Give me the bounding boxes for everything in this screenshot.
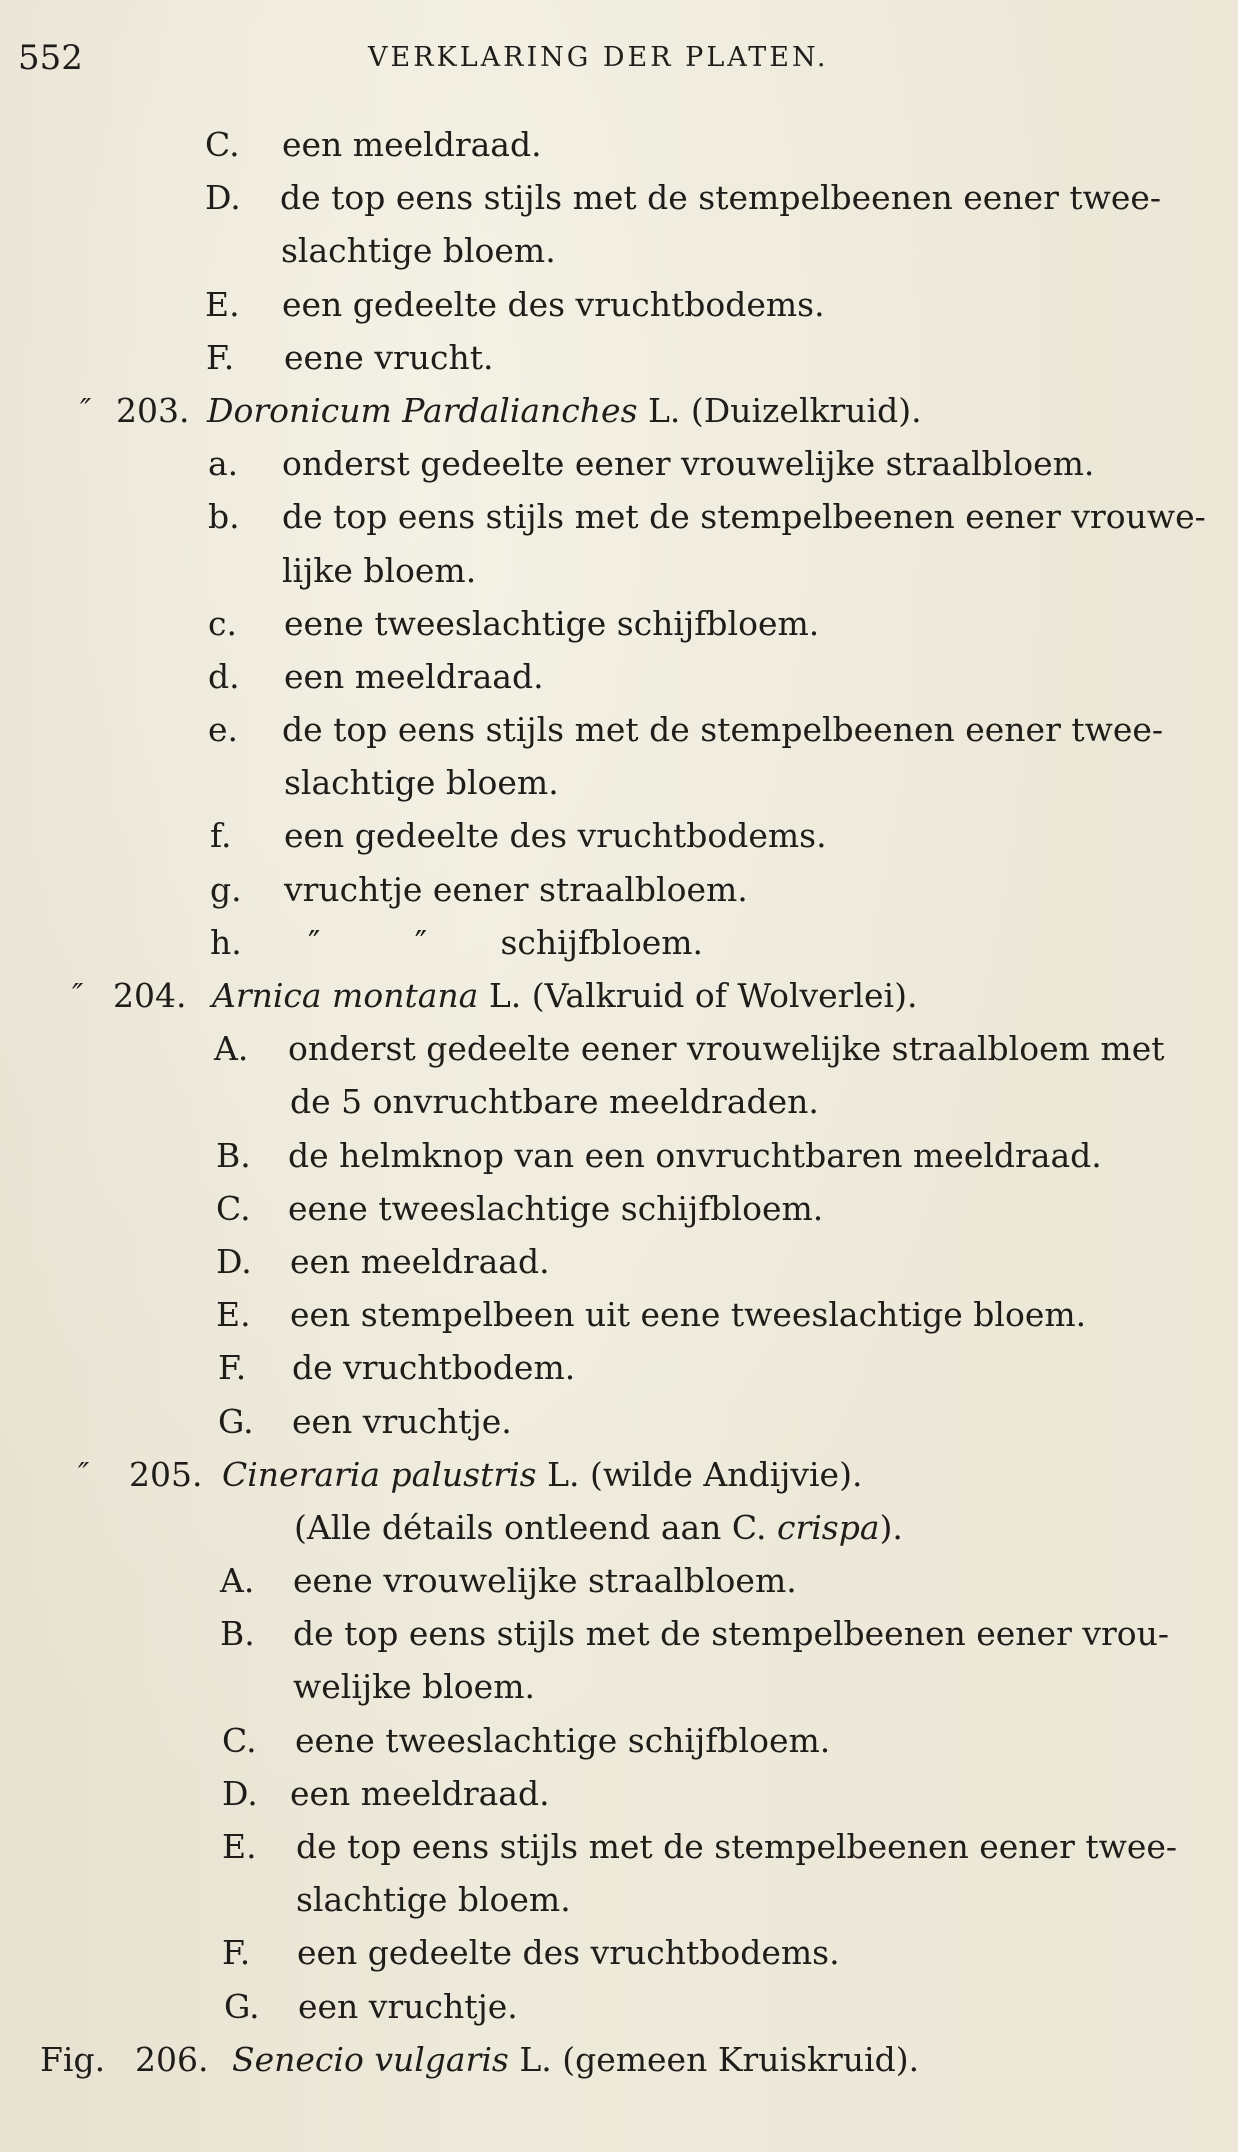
item-text-main: eene tweeslachtige schijfbloem. xyxy=(288,1188,824,1228)
item-text-main: eene tweeslachtige schijfbloem. xyxy=(284,603,820,643)
item-letter: G. xyxy=(218,1401,254,1441)
explanation-line xyxy=(0,544,1238,597)
plate-explanation-list xyxy=(0,118,1238,2086)
item-text xyxy=(288,1022,1165,1075)
figure-entry xyxy=(0,1448,1238,1501)
item-text-main: de 5 onvruchtbare meeldraden. xyxy=(290,1082,819,1122)
item-text-main: een gedeelte des vruchtbodems. xyxy=(284,816,827,856)
item-letter: g. xyxy=(210,869,242,909)
species-name: Doronicum Pardalianches xyxy=(207,390,638,430)
item-text xyxy=(293,1607,1169,1660)
explanation-line xyxy=(0,703,1238,756)
item-text-main: de top eens stijls met de stempelbeenen eener twee- xyxy=(282,710,1164,750)
item-text-main: een gedeelte des vruchtbodems. xyxy=(297,1933,840,1973)
item-text xyxy=(284,331,494,384)
item-text xyxy=(298,1980,518,2033)
explanation-line xyxy=(0,1235,1238,1288)
item-letter: D. xyxy=(222,1773,258,1813)
item-text xyxy=(284,597,819,650)
explanation-line xyxy=(0,1660,1238,1713)
item-text xyxy=(280,171,1161,224)
figure-entry xyxy=(0,2033,1238,2086)
item-text-main: de helmknop van een onvruchtbaren meeldraad. xyxy=(288,1135,1102,1175)
explanation-line xyxy=(0,1554,1238,1607)
item-text-main: slachtige bloem. xyxy=(296,1880,571,1920)
explanation-line xyxy=(0,1607,1238,1660)
item-letter: h. xyxy=(210,922,242,962)
running-title: VERKLARING DER PLATEN. xyxy=(368,42,829,73)
explanation-line xyxy=(0,1182,1238,1235)
item-text-main: de vruchtbodem. xyxy=(292,1348,576,1388)
explanation-line xyxy=(0,1022,1238,1075)
caption-rest: L. (Duizelkruid). xyxy=(637,390,922,430)
item-text xyxy=(284,863,748,916)
figure-caption xyxy=(212,969,917,1022)
item-text-main: welijke bloem. xyxy=(293,1667,535,1707)
fig-label: Fig. xyxy=(40,2039,106,2079)
item-text xyxy=(282,278,825,331)
item-text-main: onderst gedeelte eener vrouwelijke straalbloem. xyxy=(282,444,1095,484)
item-letter: C. xyxy=(222,1720,257,1760)
explanation-line xyxy=(0,1075,1238,1128)
item-text xyxy=(288,1129,1102,1182)
species-name: Arnica montana xyxy=(212,976,479,1015)
figure-caption xyxy=(222,1448,862,1501)
item-text xyxy=(284,650,544,703)
item-letter: D. xyxy=(205,178,241,218)
explanation-line xyxy=(0,597,1238,650)
item-text-main: een gedeelte des vruchtbodems. xyxy=(282,284,825,324)
item-text-main: een meeldraad. xyxy=(282,125,542,164)
item-letter: A. xyxy=(220,1561,255,1601)
item-letter: E. xyxy=(205,284,240,324)
item-text-main: een vruchtje. xyxy=(298,1986,518,2026)
explanation-line xyxy=(0,1767,1238,1820)
ditto-mark: ″ xyxy=(78,1456,90,1492)
item-text-main: eene vrouwelijke straalbloem. xyxy=(293,1561,797,1601)
figure-caption xyxy=(207,384,922,437)
species-name: Senecio vulgaris xyxy=(232,2039,509,2079)
figure-entry xyxy=(0,384,1238,437)
item-text xyxy=(281,224,556,277)
figure-caption xyxy=(232,2033,919,2086)
item-text xyxy=(292,1341,575,1394)
item-text-main: onderst gedeelte eener vrouwelijke straalbloem met xyxy=(288,1029,1165,1069)
caption-rest: L. (wilde Andijvie). xyxy=(536,1454,863,1494)
item-letter: C. xyxy=(205,125,240,164)
species-name: Cineraria palustris xyxy=(222,1454,537,1494)
explanation-line xyxy=(0,1129,1238,1182)
item-letter: E. xyxy=(222,1827,257,1866)
item-letter: C. xyxy=(216,1188,251,1228)
explanation-line xyxy=(0,650,1238,703)
explanation-line xyxy=(0,1341,1238,1394)
item-letter: D. xyxy=(216,1241,252,1281)
item-text xyxy=(290,1288,1086,1341)
item-text-main: een meeldraad. xyxy=(290,1241,550,1281)
item-letter: B. xyxy=(216,1135,251,1175)
item-text xyxy=(282,118,542,171)
item-text xyxy=(282,490,1206,543)
explanation-line xyxy=(0,331,1238,384)
item-letter: e. xyxy=(208,710,239,750)
item-text-main: een vruchtje. xyxy=(292,1401,512,1441)
item-letter: a. xyxy=(208,444,239,484)
figure-number: 206. xyxy=(135,2039,209,2079)
item-text xyxy=(295,1714,830,1767)
explanation-line xyxy=(0,756,1238,809)
item-text xyxy=(308,916,703,969)
item-text xyxy=(290,1235,550,1288)
figure-number: 204. xyxy=(113,976,187,1015)
item-text-main: de top eens stijls met de stempelbeenen eener vrou- xyxy=(293,1614,1170,1654)
item-text xyxy=(284,756,559,809)
item-text xyxy=(296,1820,1177,1873)
figure-number: 205. xyxy=(129,1454,203,1494)
item-letter: d. xyxy=(208,656,240,696)
explanation-line xyxy=(0,490,1238,543)
species-name: crispa xyxy=(776,1507,880,1547)
item-text-main: lijke bloem. xyxy=(282,550,477,590)
page-number: 552 xyxy=(18,38,83,78)
item-text xyxy=(292,1395,512,1448)
item-text xyxy=(296,1873,571,1926)
item-text-main: (Alle détails ontleend aan C. xyxy=(294,1507,777,1547)
item-text xyxy=(293,1554,797,1607)
item-letter: F. xyxy=(222,1933,251,1973)
closing-paren: ). xyxy=(879,1507,903,1547)
item-text-main: een stempelbeen uit eene tweeslachtige bloem. xyxy=(290,1295,1087,1335)
explanation-line xyxy=(0,171,1238,224)
item-text-main: slachtige bloem. xyxy=(281,231,556,271)
item-letter: f. xyxy=(210,816,232,856)
caption-rest: L. (Valkruid of Wolverlei). xyxy=(478,976,918,1015)
item-text xyxy=(290,1767,550,1820)
item-text-main: de top eens stijls met de stempelbeenen eener twee- xyxy=(296,1827,1178,1866)
item-text-main: eene vrucht. xyxy=(284,337,494,377)
item-letter: c. xyxy=(208,603,237,643)
explanation-line xyxy=(0,916,1238,969)
item-text-main: een meeldraad. xyxy=(284,656,544,696)
item-text-main: ″ ″ schijfbloem. xyxy=(308,922,704,962)
explanation-line xyxy=(0,1395,1238,1448)
explanation-line xyxy=(0,278,1238,331)
item-text-main: een meeldraad. xyxy=(290,1773,550,1813)
item-text-main: vruchtje eener straalbloem. xyxy=(284,869,748,909)
explanation-line xyxy=(0,809,1238,862)
explanation-line xyxy=(0,437,1238,490)
figure-entry xyxy=(0,969,1238,1022)
item-text-main: de top eens stijls met de stempelbeenen eener twee- xyxy=(280,178,1162,218)
item-letter: b. xyxy=(208,497,240,537)
item-text xyxy=(294,1501,903,1554)
item-letter: E. xyxy=(216,1295,251,1335)
item-text xyxy=(288,1182,823,1235)
item-text-main: eene tweeslachtige schijfbloem. xyxy=(295,1720,831,1760)
explanation-line xyxy=(0,863,1238,916)
explanation-line xyxy=(0,118,1238,171)
figure-number: 203. xyxy=(116,390,190,430)
explanation-line xyxy=(0,1820,1238,1873)
explanation-line xyxy=(0,1926,1238,1979)
item-text xyxy=(293,1660,535,1713)
explanation-line xyxy=(0,1980,1238,2033)
caption-rest: L. (gemeen Kruiskruid). xyxy=(508,2039,920,2079)
explanation-line xyxy=(0,1714,1238,1767)
item-text xyxy=(297,1926,840,1979)
explanation-line xyxy=(0,1873,1238,1926)
explanation-line xyxy=(0,1288,1238,1341)
item-text xyxy=(282,544,476,597)
item-letter: F. xyxy=(218,1348,247,1388)
item-text xyxy=(290,1075,819,1128)
item-text-main: de top eens stijls met de stempelbeenen eener vrouwe- xyxy=(282,497,1206,537)
explanation-line xyxy=(0,1501,1238,1554)
item-text xyxy=(284,809,827,862)
item-letter: B. xyxy=(220,1614,255,1654)
item-text xyxy=(282,703,1163,756)
item-letter: A. xyxy=(214,1029,249,1069)
item-text xyxy=(282,437,1094,490)
ditto-mark: ″ xyxy=(72,978,84,1013)
item-letter: F. xyxy=(206,337,235,377)
item-text-main: slachtige bloem. xyxy=(284,763,559,803)
item-letter: G. xyxy=(224,1986,260,2026)
explanation-line xyxy=(0,224,1238,277)
ditto-mark: ″ xyxy=(80,392,92,428)
